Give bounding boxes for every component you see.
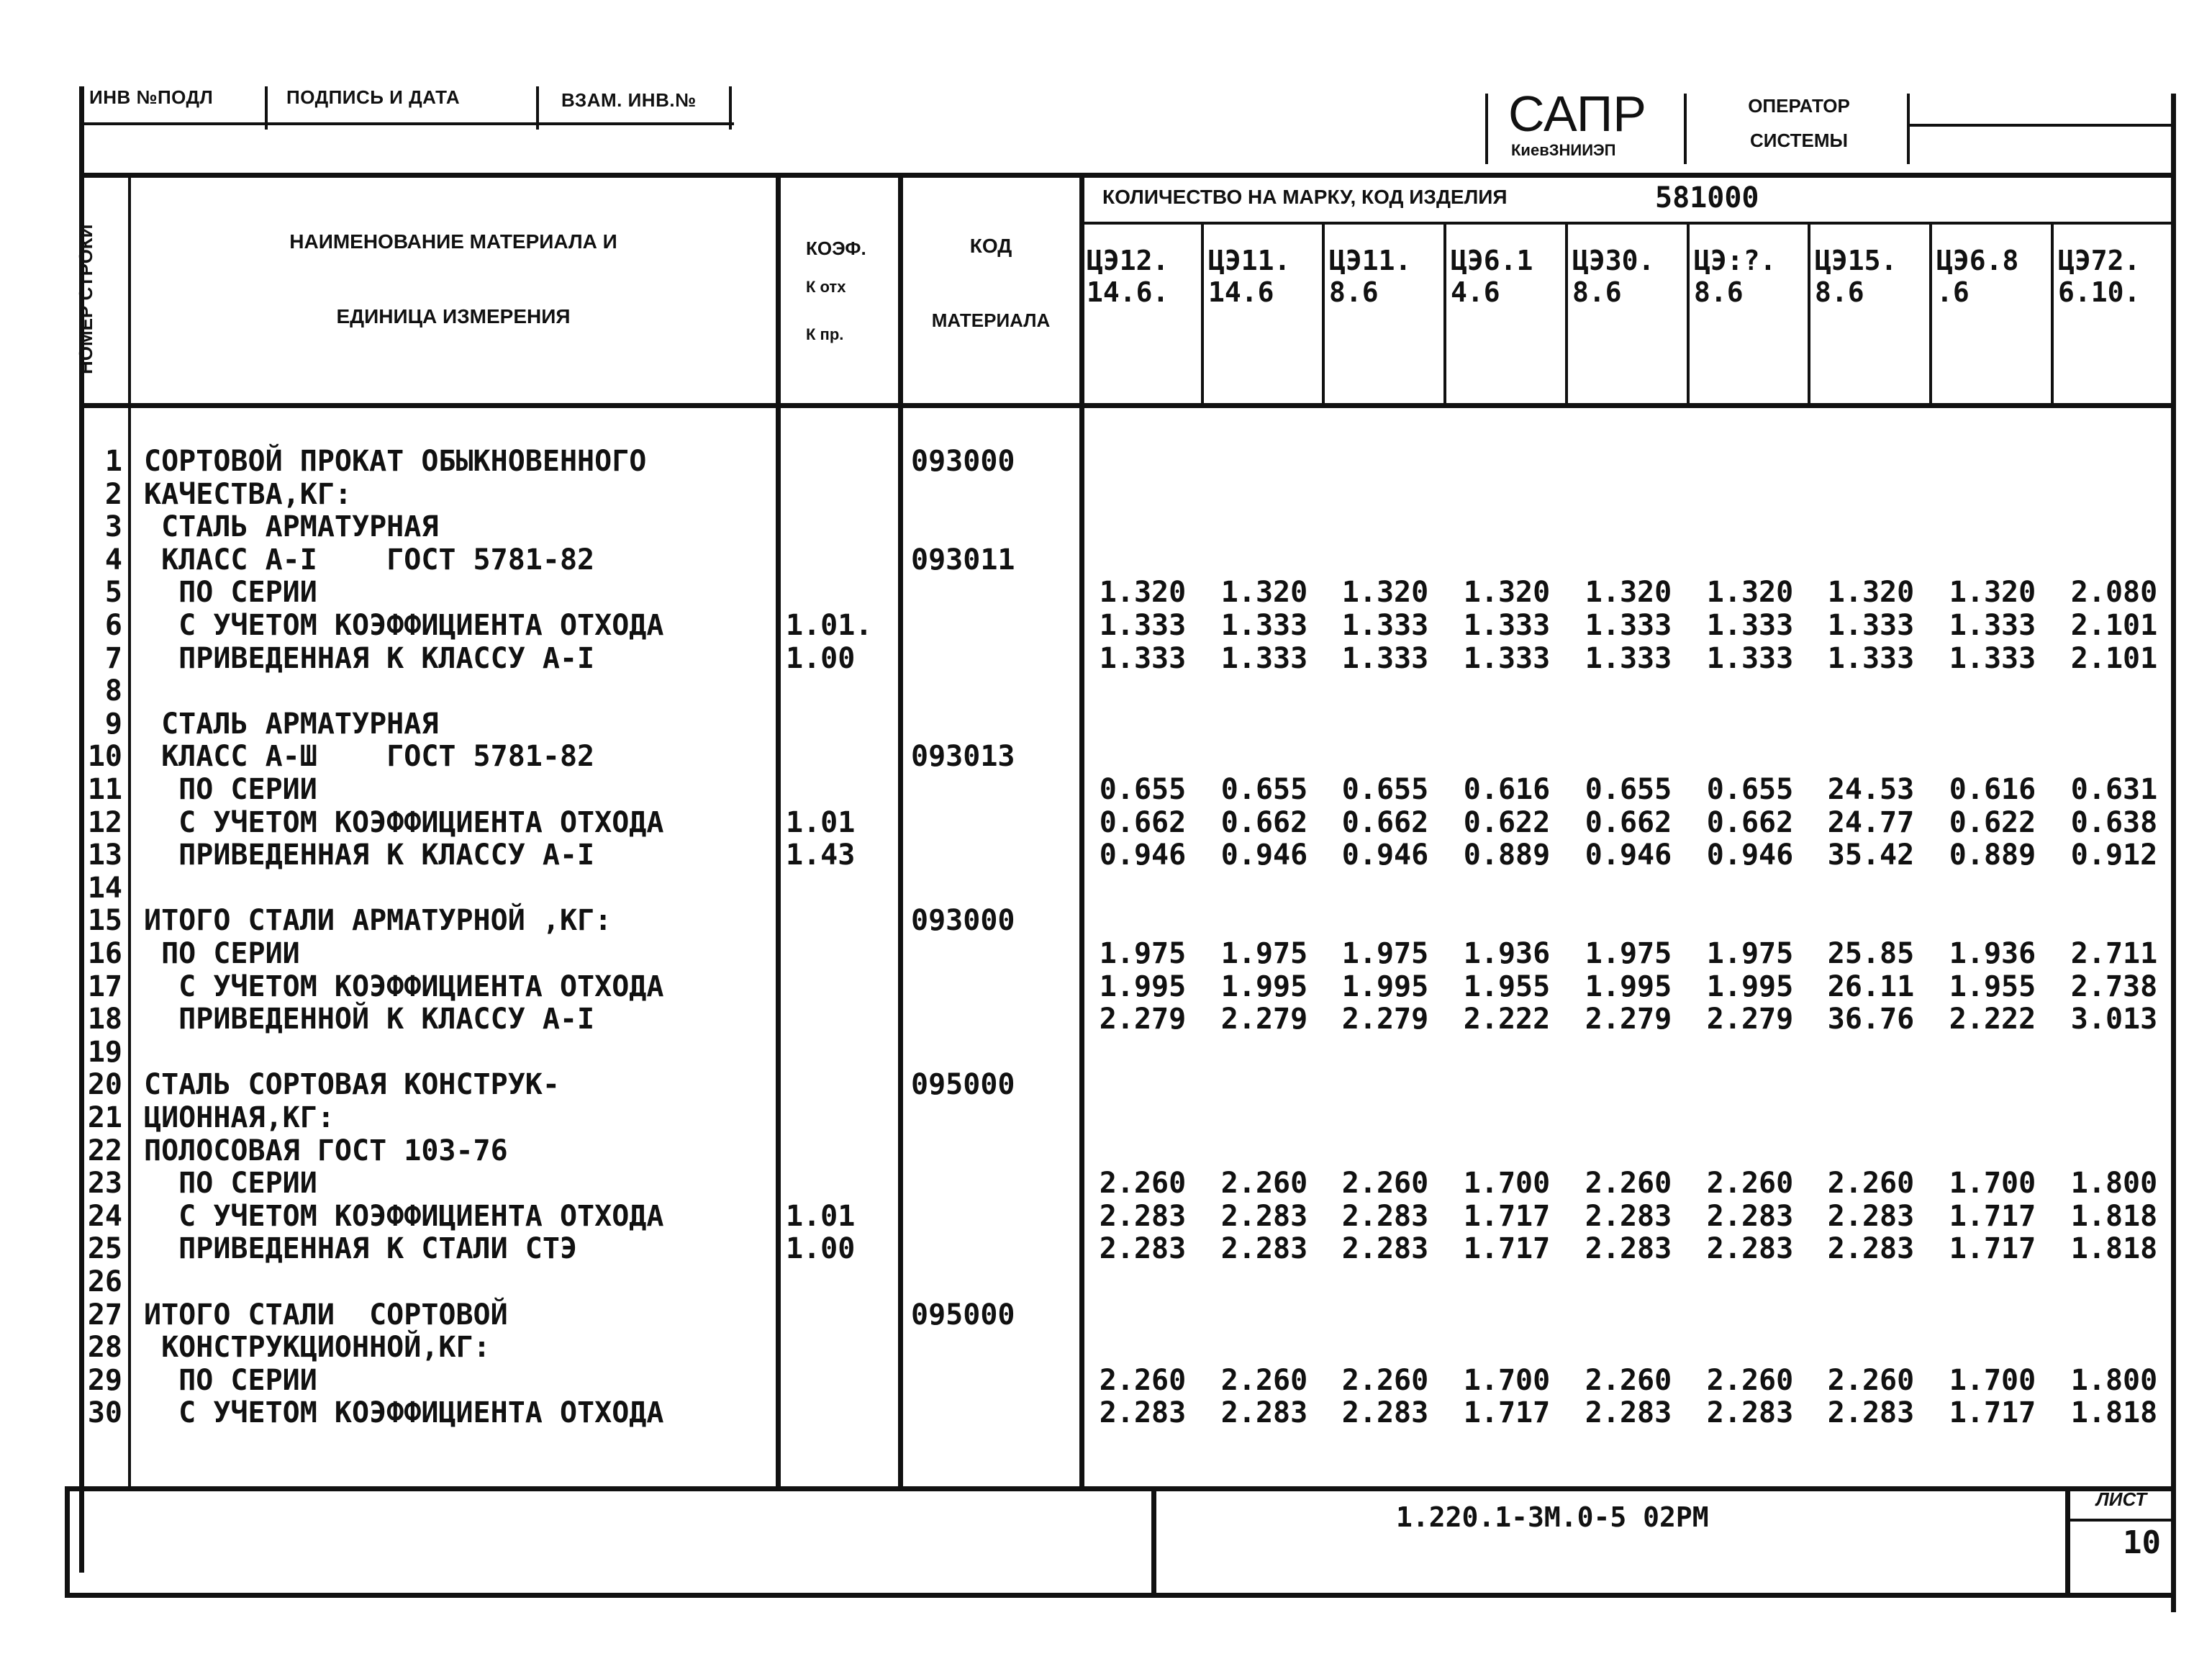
row-value: 0.655 <box>1099 773 1187 806</box>
header-code-1: КОД <box>969 235 1012 257</box>
table-top-border <box>79 173 2176 178</box>
row-value: 2.279 <box>1341 1003 1429 1036</box>
row-value: 1.333 <box>1585 642 1672 675</box>
row-coefficient: 1.00 <box>786 642 856 675</box>
row-value: 2.283 <box>1827 1232 1915 1265</box>
row-value: 1.717 <box>1463 1396 1551 1429</box>
row-value: 2.260 <box>1585 1167 1672 1200</box>
row-value: 1.995 <box>1585 970 1672 1003</box>
row-coefficient: 1.01 <box>786 1200 856 1233</box>
row-number: 9 <box>104 708 122 741</box>
row-material-code: 095000 <box>911 1298 1015 1332</box>
row-value: 0.655 <box>1585 773 1672 806</box>
row-coefficient: 1.00 <box>786 1232 856 1265</box>
row-material-name: ПО СЕРИИ <box>144 1364 317 1397</box>
row-value: 2.101 <box>2070 609 2158 642</box>
row-value: 0.912 <box>2070 838 2158 872</box>
row-value: 1.320 <box>1949 576 2036 609</box>
row-value: 2.283 <box>1827 1200 1915 1233</box>
row-material-name: СОРТОВОЙ ПРОКАТ ОБЫКНОВЕННОГО <box>144 445 647 478</box>
row-value: 1.320 <box>1099 576 1187 609</box>
row-value: 0.662 <box>1220 806 1308 839</box>
row-value: 1.818 <box>2070 1396 2158 1429</box>
row-value: 0.638 <box>2070 806 2158 839</box>
row-value: 1.717 <box>1463 1200 1551 1233</box>
table-right-border <box>2171 94 2176 1612</box>
header-row-number: НОМЕР СТРОКИ <box>75 224 96 374</box>
row-material-name: ПРИВЕДЕННАЯ К СТАЛИ СТЭ <box>144 1232 578 1265</box>
row-value: 2.283 <box>1585 1200 1672 1233</box>
row-material-code: 093000 <box>911 904 1015 937</box>
product-col-mark: ЦЭ30. <box>1572 245 1655 276</box>
row-material-name: С УЧЕТОМ КОЭФФИЦИЕНТА ОТХОДА <box>144 806 664 839</box>
row-value: 0.662 <box>1585 806 1672 839</box>
row-value: 0.946 <box>1220 838 1308 872</box>
row-coefficient: 1.01. <box>786 609 873 642</box>
row-value: 0.889 <box>1949 838 2036 872</box>
row-material-name: С УЧЕТОМ КОЭФФИЦИЕНТА ОТХОДА <box>144 1396 664 1429</box>
row-material-name: СТАЛЬ АРМАТУРНАЯ <box>144 510 439 543</box>
row-material-name: ИТОГО СТАЛИ АРМАТУРНОЙ ,КГ: <box>144 904 612 937</box>
row-number: 21 <box>87 1101 122 1134</box>
row-value: 2.283 <box>1099 1200 1187 1233</box>
row-material-name: СТАЛЬ АРМАТУРНАЯ <box>144 708 439 741</box>
row-value: 1.975 <box>1341 937 1429 970</box>
row-value: 1.975 <box>1220 937 1308 970</box>
row-number: 2 <box>104 478 122 511</box>
row-value: 1.333 <box>1949 642 2036 675</box>
quantity-header-line <box>1079 222 2173 225</box>
header-coef-2: К отх <box>806 278 846 296</box>
row-value: 1.717 <box>1949 1200 2036 1233</box>
row-value: 2.283 <box>1827 1396 1915 1429</box>
row-value: 2.283 <box>1585 1232 1672 1265</box>
product-col-divider <box>1929 222 1932 403</box>
row-value: 1.333 <box>1827 642 1915 675</box>
row-value: 25.85 <box>1827 937 1915 970</box>
row-value: 0.655 <box>1706 773 1794 806</box>
header-bottom-border <box>79 403 2176 408</box>
row-value: 2.711 <box>2070 937 2158 970</box>
quantity-label: КОЛИЧЕСТВО НА МАРКУ, КОД ИЗДЕЛИЯ <box>1102 186 1508 208</box>
row-value: 0.655 <box>1220 773 1308 806</box>
row-material-name: ПОЛОСОВАЯ ГОСТ 103-76 <box>144 1134 508 1167</box>
row-number: 11 <box>87 773 122 806</box>
row-value: 1.800 <box>2070 1167 2158 1200</box>
stamp-inv-podl: ИНВ №ПОДЛ <box>89 86 214 108</box>
sapr-logo-text: САПР <box>1508 86 1646 142</box>
row-coefficient: 1.01 <box>786 806 856 839</box>
row-value: 2.283 <box>1220 1396 1308 1429</box>
table-bottom-border <box>65 1486 2176 1491</box>
product-col-divider <box>1687 222 1690 403</box>
operator-divider <box>1907 94 1910 164</box>
sapr-organization: КиевЗНИИЭП <box>1511 141 1616 159</box>
row-material-name: КЛАСС А-Ш ГОСТ 5781-82 <box>144 740 595 773</box>
row-number: 30 <box>87 1396 122 1429</box>
row-number: 26 <box>87 1265 122 1298</box>
footer-sheet-line <box>2065 1519 2173 1522</box>
row-material-name: С УЧЕТОМ КОЭФФИЦИЕНТА ОТХОДА <box>144 970 664 1003</box>
row-number: 22 <box>87 1134 122 1167</box>
row-number: 3 <box>104 510 122 543</box>
row-coefficient: 1.43 <box>786 838 856 872</box>
row-value: 2.260 <box>1706 1364 1794 1397</box>
row-number: 5 <box>104 576 122 609</box>
col-divider-coef <box>898 173 903 1486</box>
header-material-name-1: НАИМЕНОВАНИЕ МАТЕРИАЛА И <box>289 230 617 253</box>
row-value: 1.700 <box>1463 1167 1551 1200</box>
row-number: 6 <box>104 609 122 642</box>
sheet-label: ЛИСТ <box>2095 1488 2147 1510</box>
row-material-name: ПРИВЕДЕННОЙ К КЛАССУ А-I <box>144 1003 595 1036</box>
row-value: 1.320 <box>1341 576 1429 609</box>
row-material-name: ПО СЕРИИ <box>144 937 300 970</box>
row-value: 2.283 <box>1706 1232 1794 1265</box>
row-value: 1.333 <box>1099 642 1187 675</box>
row-value: 2.283 <box>1585 1396 1672 1429</box>
product-col-mark: ЦЭ11. <box>1329 245 1412 276</box>
product-col-mark: ЦЭ6.8 <box>1936 245 2019 276</box>
product-col-size: 14.6 <box>1208 276 1274 308</box>
row-material-name: ПРИВЕДЕННАЯ К КЛАССУ А-I <box>144 838 595 872</box>
row-material-name: С УЧЕТОМ КОЭФФИЦИЕНТА ОТХОДА <box>144 1200 664 1233</box>
row-value: 1.333 <box>1463 609 1551 642</box>
row-value: 2.260 <box>1099 1167 1187 1200</box>
row-value: 3.013 <box>2070 1003 2158 1036</box>
row-value: 1.333 <box>1949 609 2036 642</box>
row-value: 1.320 <box>1827 576 1915 609</box>
row-material-name: ПРИВЕДЕННАЯ К КЛАССУ А-I <box>144 642 595 675</box>
row-value: 1.717 <box>1463 1232 1551 1265</box>
footer-left-border <box>65 1486 70 1598</box>
row-value: 2.260 <box>1827 1167 1915 1200</box>
row-material-name: ПО СЕРИИ <box>144 1167 317 1200</box>
row-value: 2.283 <box>1220 1200 1308 1233</box>
row-value: 1.700 <box>1463 1364 1551 1397</box>
row-value: 0.622 <box>1463 806 1551 839</box>
row-value: 2.260 <box>1706 1167 1794 1200</box>
row-value: 2.279 <box>1220 1003 1308 1036</box>
row-value: 1.333 <box>1706 642 1794 675</box>
row-material-code: 093013 <box>911 740 1015 773</box>
row-value: 2.260 <box>1585 1364 1672 1397</box>
row-value: 2.279 <box>1585 1003 1672 1036</box>
operator-line2: СИСТЕМЫ <box>1750 130 1848 151</box>
row-value: 2.283 <box>1341 1200 1429 1233</box>
row-value: 1.320 <box>1463 576 1551 609</box>
row-material-name: ПО СЕРИИ <box>144 773 317 806</box>
row-number: 14 <box>87 872 122 905</box>
row-value: 0.662 <box>1341 806 1429 839</box>
row-value: 2.283 <box>1341 1396 1429 1429</box>
row-value: 24.77 <box>1827 806 1915 839</box>
row-value: 1.975 <box>1706 937 1794 970</box>
row-number: 1 <box>104 445 122 478</box>
product-col-mark: ЦЭ:?. <box>1694 245 1777 276</box>
product-col-size: 4.6 <box>1451 276 1500 308</box>
row-number: 18 <box>87 1003 122 1036</box>
row-value: 1.333 <box>1220 609 1308 642</box>
product-col-divider <box>1565 222 1568 403</box>
row-value: 2.279 <box>1706 1003 1794 1036</box>
row-value: 1.320 <box>1585 576 1672 609</box>
row-material-name: КЛАСС А-I ГОСТ 5781-82 <box>144 543 595 577</box>
product-col-size: 8.6 <box>1694 276 1744 308</box>
row-value: 0.946 <box>1585 838 1672 872</box>
row-value: 0.655 <box>1341 773 1429 806</box>
row-value: 0.662 <box>1099 806 1187 839</box>
col-divider-code <box>1079 173 1084 1486</box>
product-code: 581000 <box>1655 181 1759 214</box>
row-material-name: СТАЛЬ СОРТОВАЯ КОНСТРУК- <box>144 1068 560 1101</box>
header-material-name-2: ЕДИНИЦА ИЗМЕРЕНИЯ <box>336 305 571 327</box>
row-material-code: 093000 <box>911 445 1015 478</box>
row-value: 2.283 <box>1706 1200 1794 1233</box>
row-value: 2.283 <box>1099 1232 1187 1265</box>
row-value: 0.622 <box>1949 806 2036 839</box>
row-material-name: ПО СЕРИИ <box>144 576 317 609</box>
row-number: 16 <box>87 937 122 970</box>
row-number: 20 <box>87 1068 122 1101</box>
product-col-mark: ЦЭ6.1 <box>1451 245 1533 276</box>
row-value: 2.283 <box>1099 1396 1187 1429</box>
row-material-name: ИТОГО СТАЛИ СОРТОВОЙ <box>144 1298 508 1332</box>
row-value: 1.995 <box>1341 970 1429 1003</box>
row-value: 35.42 <box>1827 838 1915 872</box>
row-value: 2.260 <box>1341 1364 1429 1397</box>
row-value: 0.662 <box>1706 806 1794 839</box>
row-number: 28 <box>87 1331 122 1364</box>
product-col-divider <box>2051 222 2054 403</box>
row-value: 26.11 <box>1827 970 1915 1003</box>
row-value: 1.333 <box>1341 609 1429 642</box>
product-col-mark: ЦЭ12. <box>1087 245 1169 276</box>
row-value: 1.333 <box>1099 609 1187 642</box>
row-value: 2.260 <box>1341 1167 1429 1200</box>
row-number: 15 <box>87 904 122 937</box>
sheet-number: 10 <box>2123 1524 2161 1561</box>
row-number: 7 <box>104 642 122 675</box>
row-material-name: ЦИОННАЯ,КГ: <box>144 1101 335 1134</box>
row-value: 1.995 <box>1220 970 1308 1003</box>
row-value: 1.800 <box>2070 1364 2158 1397</box>
row-value: 1.320 <box>1220 576 1308 609</box>
row-value: 1.333 <box>1341 642 1429 675</box>
row-value: 1.717 <box>1949 1396 2036 1429</box>
row-value: 2.260 <box>1827 1364 1915 1397</box>
stamp-podpis-data: ПОДПИСЬ И ДАТА <box>286 86 461 108</box>
row-material-name: С УЧЕТОМ КОЭФФИЦИЕНТА ОТХОДА <box>144 609 664 642</box>
row-value: 2.283 <box>1220 1232 1308 1265</box>
row-material-name: КОНСТРУКЦИОННОЙ,КГ: <box>144 1331 491 1364</box>
row-value: 1.333 <box>1463 642 1551 675</box>
row-value: 2.260 <box>1220 1364 1308 1397</box>
stamp-divider <box>536 86 539 130</box>
operator-line <box>1907 124 2176 127</box>
row-number: 24 <box>87 1200 122 1233</box>
row-value: 1.936 <box>1949 937 2036 970</box>
footer-divider <box>1151 1486 1156 1594</box>
row-value: 2.222 <box>1949 1003 2036 1036</box>
product-col-size: 14.6. <box>1087 276 1169 308</box>
row-value: 0.616 <box>1463 773 1551 806</box>
footer-bottom-border <box>65 1593 2176 1598</box>
row-value: 0.946 <box>1341 838 1429 872</box>
product-col-divider <box>1201 222 1204 403</box>
row-value: 1.995 <box>1099 970 1187 1003</box>
row-number: 4 <box>104 543 122 577</box>
header-coef-3: К пр. <box>806 325 844 343</box>
stamp-divider <box>729 86 732 130</box>
row-value: 1.995 <box>1706 970 1794 1003</box>
product-col-divider <box>1443 222 1446 403</box>
row-number: 23 <box>87 1167 122 1200</box>
document-code: 1.220.1-3М.0-5 02РМ <box>1396 1501 1709 1533</box>
row-value: 1.818 <box>2070 1232 2158 1265</box>
row-value: 1.818 <box>2070 1200 2158 1233</box>
row-number: 25 <box>87 1232 122 1265</box>
product-col-mark: ЦЭ11. <box>1208 245 1291 276</box>
col-divider-name <box>776 173 781 1486</box>
row-value: 1.700 <box>1949 1167 2036 1200</box>
row-value: 0.616 <box>1949 773 2036 806</box>
row-number: 8 <box>104 674 122 708</box>
row-value: 1.700 <box>1949 1364 2036 1397</box>
product-col-mark: ЦЭ15. <box>1815 245 1898 276</box>
row-value: 0.946 <box>1099 838 1187 872</box>
product-col-mark: ЦЭ72. <box>2058 245 2141 276</box>
row-value: 2.279 <box>1099 1003 1187 1036</box>
operator-line1: ОПЕРАТОР <box>1748 95 1850 117</box>
row-value: 2.738 <box>2070 970 2158 1003</box>
row-value: 1.320 <box>1706 576 1794 609</box>
col-divider-rownum <box>128 173 131 1486</box>
row-value: 2.222 <box>1463 1003 1551 1036</box>
row-value: 1.936 <box>1463 937 1551 970</box>
row-value: 0.946 <box>1706 838 1794 872</box>
row-value: 2.283 <box>1706 1396 1794 1429</box>
row-value: 2.283 <box>1341 1232 1429 1265</box>
row-value: 1.955 <box>1463 970 1551 1003</box>
product-col-size: 8.6 <box>1329 276 1379 308</box>
header-code-2: МАТЕРИАЛА <box>931 309 1051 331</box>
header-coef-1: КОЭФ. <box>806 238 866 259</box>
product-col-size: 8.6 <box>1815 276 1864 308</box>
row-value: 1.975 <box>1099 937 1187 970</box>
row-value: 24.53 <box>1827 773 1915 806</box>
row-value: 2.080 <box>2070 576 2158 609</box>
row-number: 17 <box>87 970 122 1003</box>
product-col-divider <box>1808 222 1810 403</box>
row-value: 2.260 <box>1220 1167 1308 1200</box>
footer-sheet-divider <box>2065 1486 2070 1594</box>
row-value: 1.333 <box>1220 642 1308 675</box>
product-col-size: 8.6 <box>1572 276 1622 308</box>
row-material-code: 095000 <box>911 1068 1015 1101</box>
row-value: 2.260 <box>1099 1364 1187 1397</box>
row-number: 29 <box>87 1364 122 1397</box>
stamp-divider <box>265 86 268 130</box>
row-number: 13 <box>87 838 122 872</box>
product-col-size: .6 <box>1936 276 1970 308</box>
row-value: 1.333 <box>1827 609 1915 642</box>
row-value: 0.631 <box>2070 773 2158 806</box>
row-value: 36.76 <box>1827 1003 1915 1036</box>
row-value: 0.889 <box>1463 838 1551 872</box>
stamp-vzam-inv: ВЗАМ. ИНВ.№ <box>561 89 697 111</box>
sapr-left-line <box>1485 94 1488 164</box>
row-value: 1.717 <box>1949 1232 2036 1265</box>
row-number: 12 <box>87 806 122 839</box>
product-col-divider <box>1322 222 1325 403</box>
row-number: 27 <box>87 1298 122 1332</box>
sapr-right-line <box>1684 94 1687 164</box>
row-number: 19 <box>87 1036 122 1069</box>
row-number: 10 <box>87 740 122 773</box>
row-material-name: КАЧЕСТВА,КГ: <box>144 478 352 511</box>
product-col-size: 6.10. <box>2058 276 2141 308</box>
row-value: 1.333 <box>1706 609 1794 642</box>
row-value: 2.101 <box>2070 642 2158 675</box>
row-value: 1.975 <box>1585 937 1672 970</box>
stamp-bottom-line <box>79 122 734 125</box>
row-material-code: 093011 <box>911 543 1015 577</box>
row-value: 1.955 <box>1949 970 2036 1003</box>
row-value: 1.333 <box>1585 609 1672 642</box>
